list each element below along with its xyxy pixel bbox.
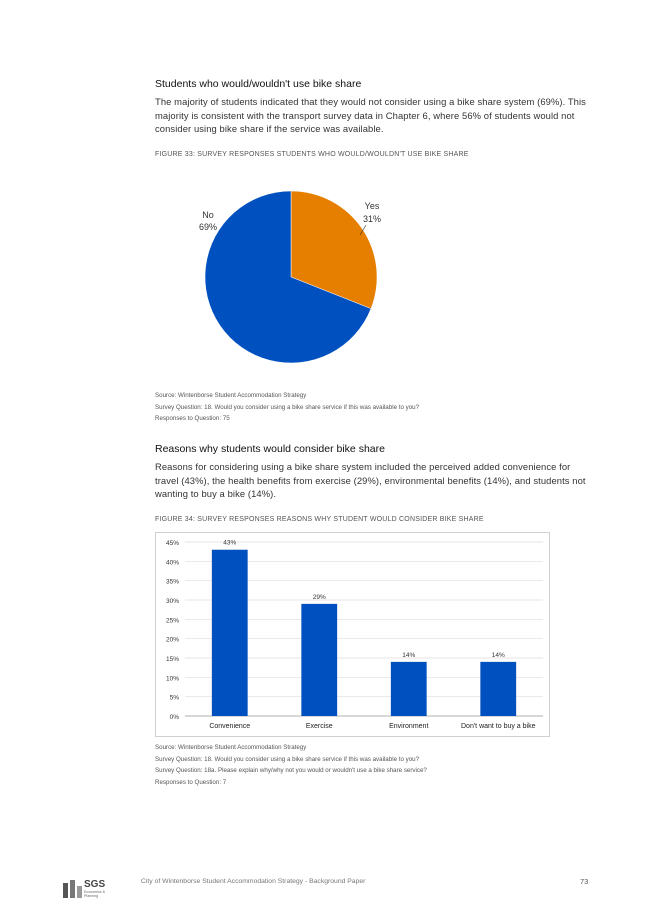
x-tick-label: Convenience: [209, 723, 251, 730]
pie-label-yes: Yes: [364, 201, 380, 211]
bar-value-label: 14%: [402, 651, 416, 659]
bar-chart: [155, 532, 550, 737]
y-tick-label: 25%: [165, 617, 179, 625]
responses-line: Responses to Question: 75: [155, 415, 230, 422]
y-tick-label: 40%: [165, 559, 179, 567]
survey-question-line: Survey Question: 18. Would you consider using a bike share service if this was available to you?: [155, 403, 420, 411]
figure-source-2: [155, 742, 595, 788]
figure-source-1: [155, 390, 595, 425]
section-bike-share-use: [155, 78, 595, 158]
footer-doc-title: City of Wintenborse Student Accommodation Strategy - Background Paper: [141, 878, 366, 885]
y-tick-label: 0%: [169, 714, 179, 721]
logo-text: SGS: [84, 879, 106, 890]
sgs-logo: [62, 876, 122, 902]
logo-subtext: Economics & Planning: [84, 890, 105, 899]
section-paragraph: The majority of students indicated that they would not consider using a bike share system (69%). This majority is consistent with the transport survey data in Chapter 6, where 56% of students would not consider using bike share if the service was available.: [155, 96, 586, 135]
bar-value-label: 43%: [223, 539, 237, 547]
source-line: Source: Wintenborse Student Accommodation Strategy: [155, 392, 307, 399]
pie-chart: [180, 180, 410, 380]
source-line: Source: Wintenborse Student Accommodation Strategy: [155, 744, 307, 751]
responses-line: Responses to Question: 7: [155, 778, 227, 786]
section-paragraph: Reasons for considering using a bike share system included the perceived added convenience for travel (43%), the health benefits from exercise (29%), environmental benefits (14%), and students not wanting to buy a bike (14%).: [155, 461, 586, 500]
y-tick-label: 45%: [165, 540, 179, 547]
bar-value-label: 14%: [491, 651, 505, 659]
pie-value-yes: 31%: [362, 214, 382, 224]
survey-question-line: Survey Question: 18. Would you consider using a bike share service if this was available to you?: [155, 755, 420, 763]
section-heading: Students who would/wouldn't use bike share: [155, 78, 362, 90]
bar-don-t-want-to-buy-a-bike: [480, 662, 516, 716]
x-tick-label: Exercise: [305, 723, 333, 730]
x-tick-label: Don't want to buy a bike: [461, 723, 536, 730]
section-heading: Reasons why students would consider bike share: [155, 443, 385, 455]
bar-convenience: [212, 550, 248, 716]
y-tick-label: 15%: [165, 656, 179, 663]
y-tick-label: 35%: [165, 578, 179, 586]
bar-exercise: [301, 604, 337, 716]
y-tick-label: 10%: [165, 675, 179, 683]
survey-question-line: Survey Question: 18a. Please explain why/why not you would or wouldn't use a bike share service?: [155, 767, 427, 774]
page-number: 73: [580, 877, 589, 886]
bar-value-label: 29%: [312, 593, 326, 601]
bar-environment: [391, 662, 427, 716]
x-tick-label: Environment: [389, 723, 429, 730]
pie-label-no: No: [202, 210, 214, 220]
y-tick-label: 30%: [165, 598, 179, 605]
figure-caption: FIGURE 33: SURVEY RESPONSES STUDENTS WHO WOULD/WOULDN'T USE BIKE SHARE: [155, 150, 469, 158]
y-tick-label: 20%: [165, 636, 179, 644]
pie-value-no: 69%: [198, 222, 218, 232]
sgs-logo-mark-icon: [62, 880, 84, 900]
section-reasons: [155, 443, 595, 523]
y-tick-label: 5%: [169, 694, 179, 702]
figure-caption: FIGURE 34: SURVEY RESPONSES REASONS WHY STUDENT WOULD CONSIDER BIKE SHARE: [155, 515, 484, 523]
